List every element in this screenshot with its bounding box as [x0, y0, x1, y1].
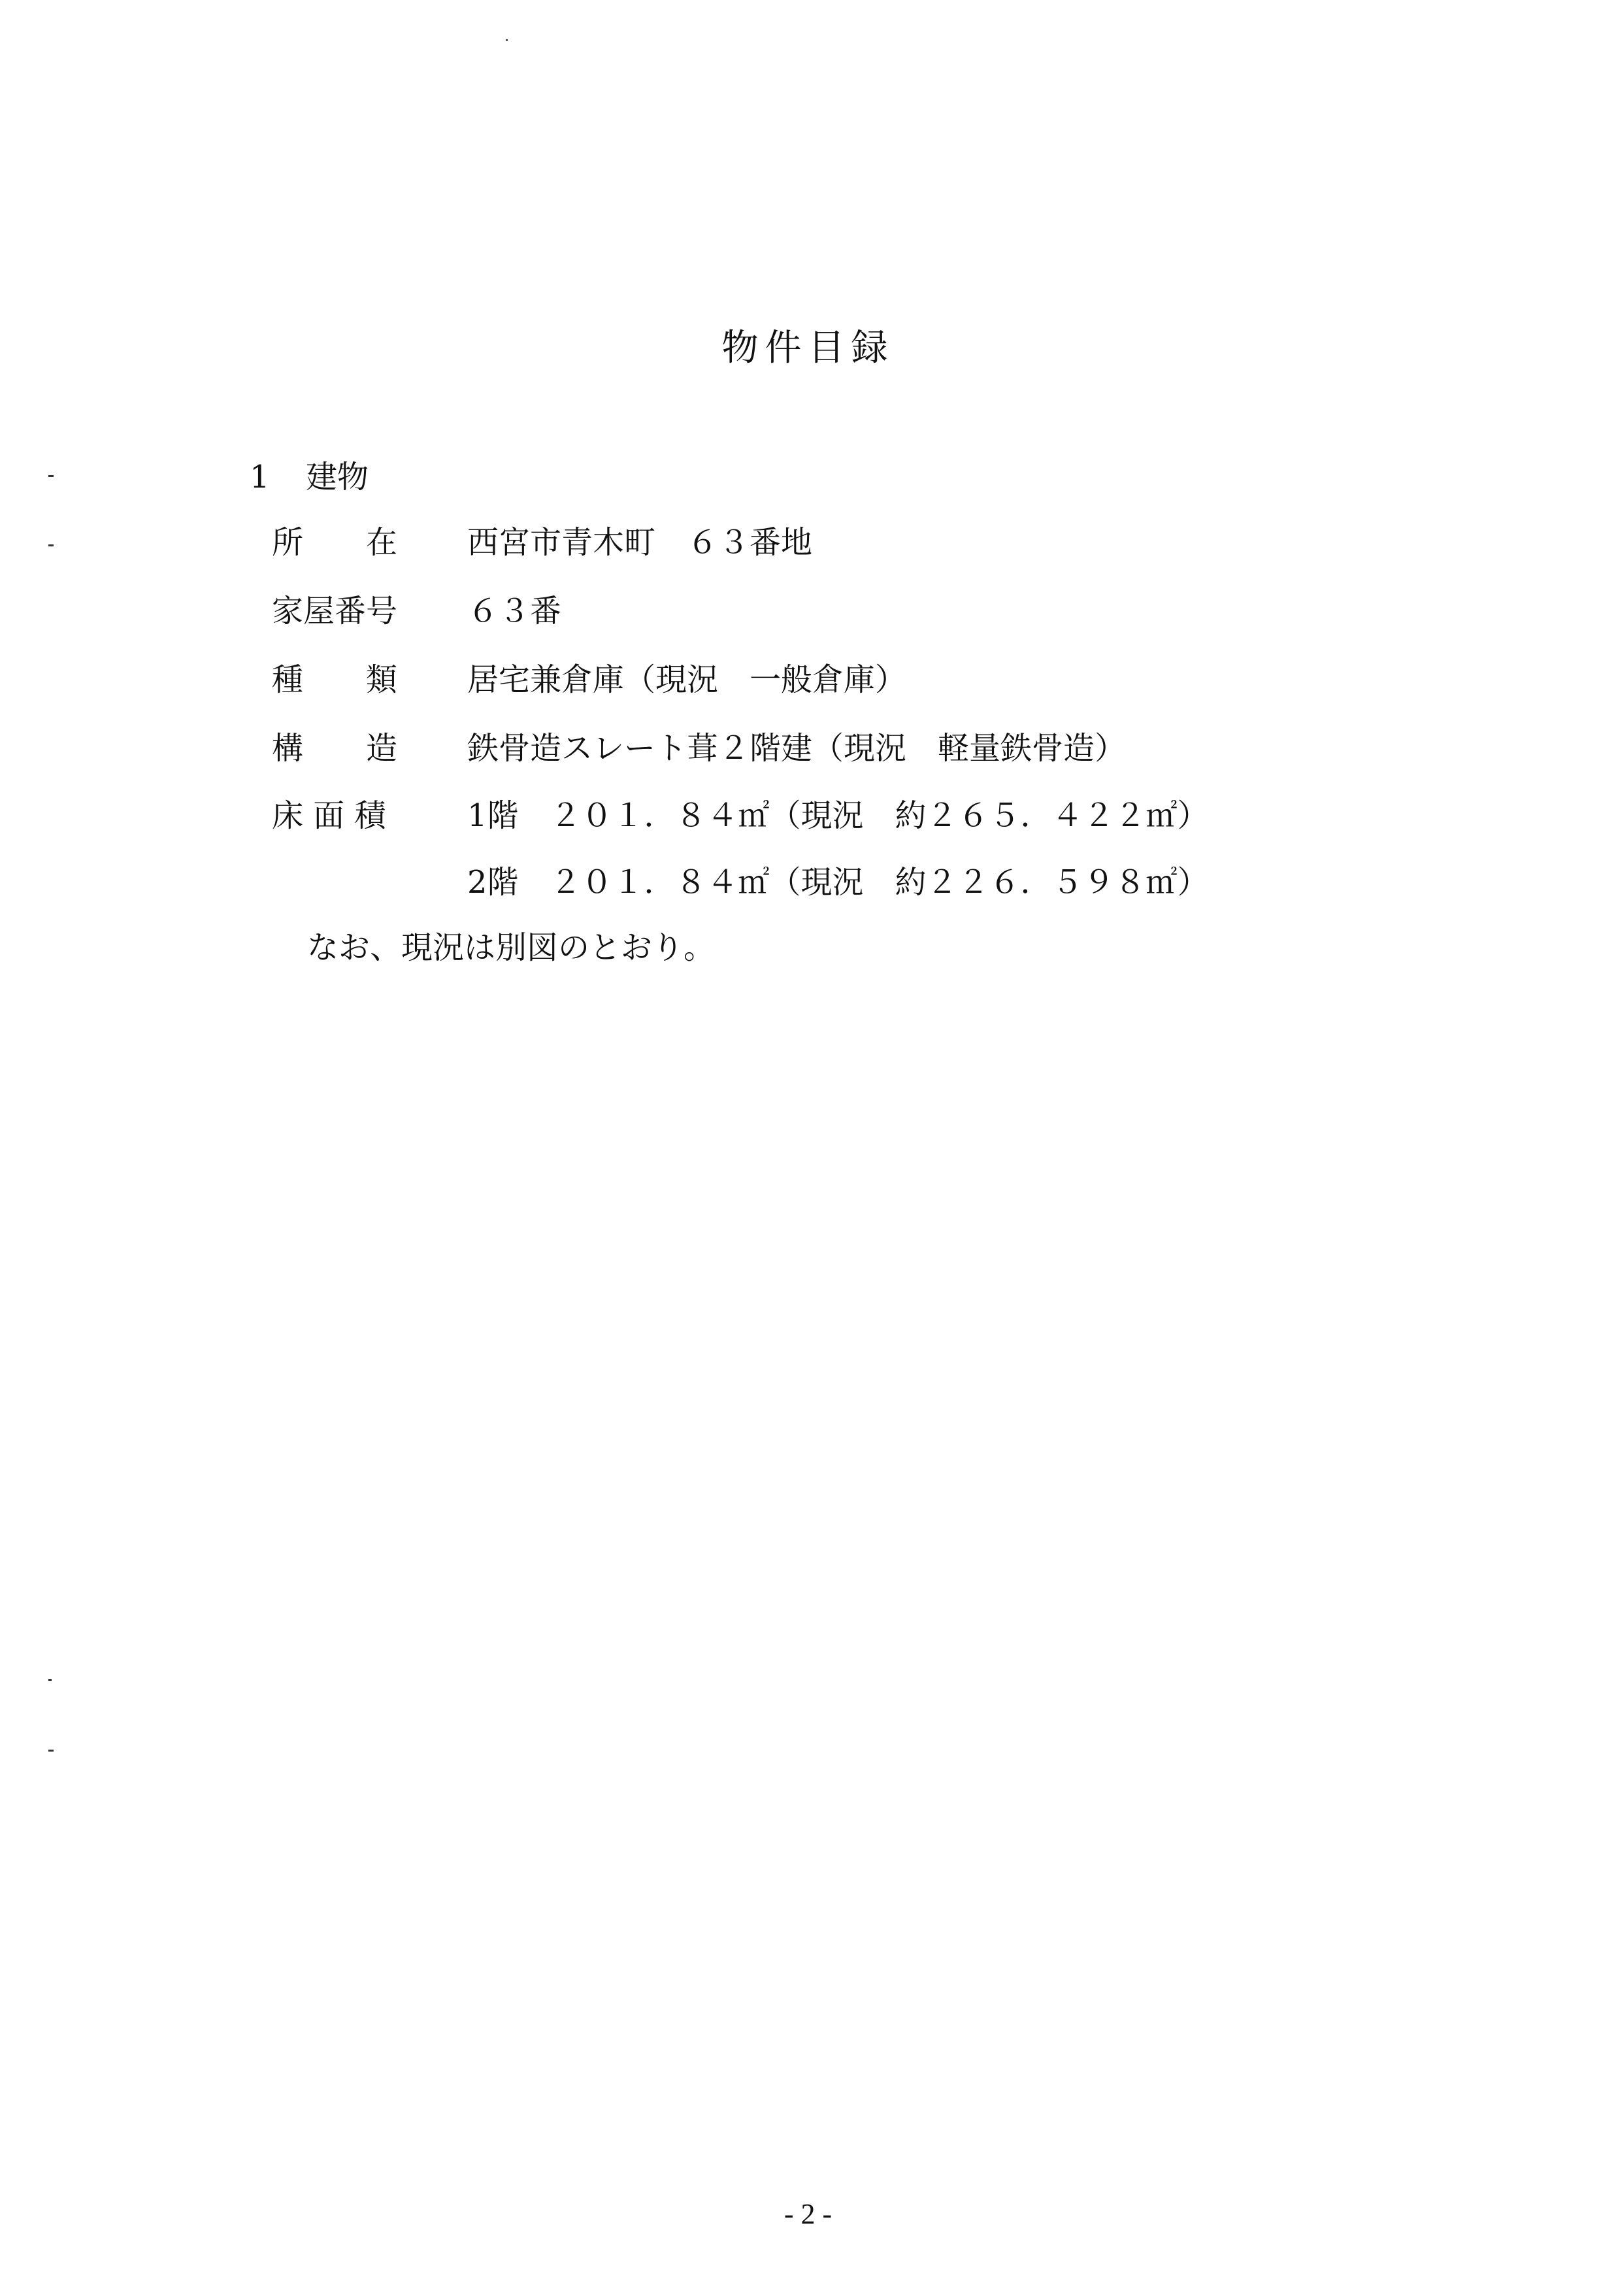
row-label-floor-area: 床 面 積 — [272, 797, 386, 834]
margin-mark — [48, 475, 54, 477]
row-label-type: 種 類 — [272, 661, 398, 698]
row-label-structure: 構 造 — [272, 730, 398, 767]
section-label: 建物 — [306, 459, 369, 495]
scan-speck — [506, 39, 508, 41]
row-label-house-number: 家屋番号 — [272, 593, 398, 629]
row-value-floor-area-1f: 1階 ２０１．８４㎡（現況 約２６５．４２２㎡） — [467, 797, 1209, 834]
margin-mark — [48, 1679, 52, 1681]
margin-mark — [48, 1750, 54, 1752]
row-value-house-number: ６３番 — [467, 593, 562, 629]
row-value-structure: 鉄骨造スレート葺２階建（現況 軽量鉄骨造） — [467, 730, 1127, 767]
row-value-floor-area-2f: 2階 ２０１．８４㎡（現況 約２２６．５９８㎡） — [467, 864, 1209, 901]
section-number: 1 — [250, 459, 270, 495]
row-value-location: 西宮市青木町 ６３番地 — [467, 524, 813, 561]
row-value-type: 居宅兼倉庫（現況 一般倉庫） — [467, 661, 907, 698]
document-title: 物件目録 — [721, 327, 895, 369]
note-text: なお、現況は別図のとおり。 — [307, 929, 716, 966]
margin-mark — [48, 544, 54, 546]
page-number: - 2 - — [783, 2198, 833, 2230]
row-label-location: 所 在 — [272, 524, 398, 561]
